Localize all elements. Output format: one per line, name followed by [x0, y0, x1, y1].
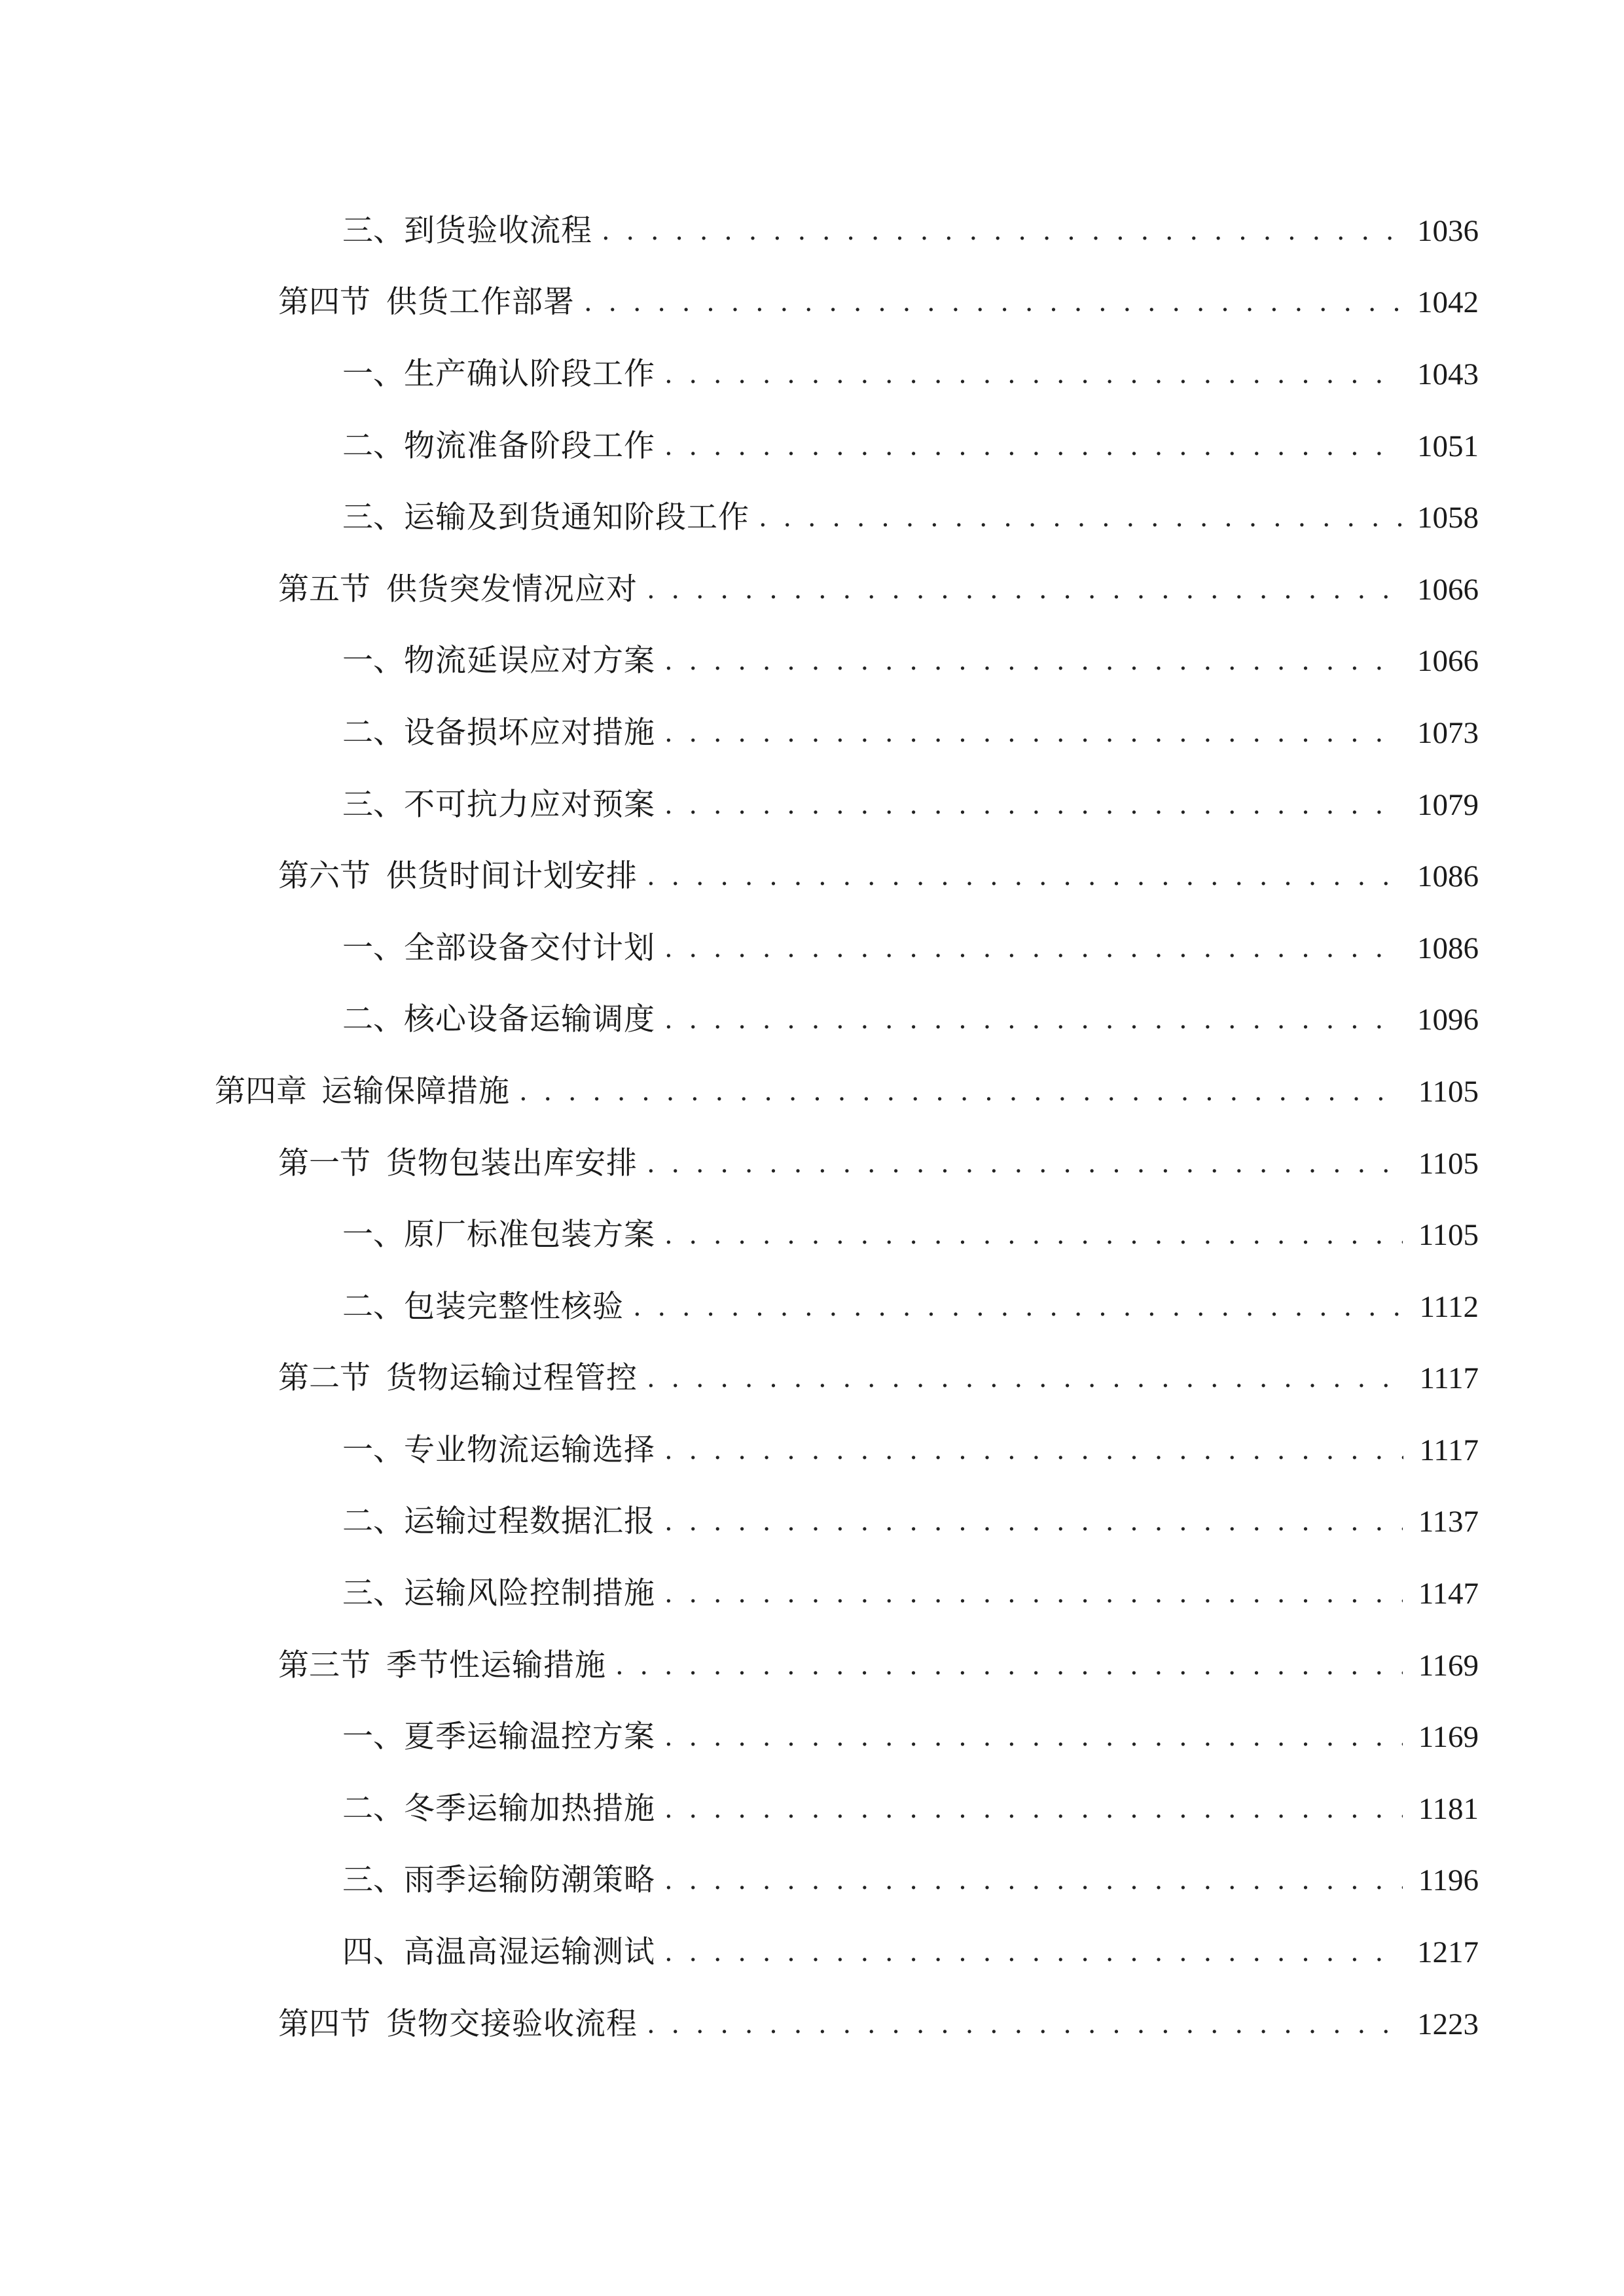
toc-entry-page-number: 1117: [1419, 1361, 1479, 1396]
toc-entry-title: 物流准备阶段工作: [404, 427, 655, 464]
toc-entry-number: 一、: [342, 643, 404, 679]
dot-leader: [664, 640, 1401, 679]
toc-entry-page-number: 1169: [1418, 1720, 1479, 1755]
toc-entry-title: 包装完整性核验: [404, 1288, 624, 1325]
toc-entry-number: 第二节: [278, 1360, 370, 1397]
toc-entry-title: 雨季运输防潮策略: [404, 1862, 655, 1899]
toc-entry-number: 三、: [342, 499, 404, 536]
dot-leader: [602, 210, 1401, 249]
toc-entry-title: 货物交接验收流程: [386, 2005, 638, 2042]
toc-entry-title: 高温高湿运输测试: [404, 1934, 655, 1971]
dot-leader: [647, 2003, 1401, 2043]
toc-entry-section[interactable]: [0, 267, 1624, 339]
toc-entry-number: 第五节: [278, 571, 370, 607]
dot-leader: [664, 1716, 1403, 1755]
toc-entry-subsection[interactable]: [0, 1199, 1624, 1271]
toc-entry-page-number: 1066: [1417, 644, 1479, 679]
toc-entry-number: 一、: [342, 1431, 404, 1468]
dot-leader: [664, 1859, 1403, 1899]
toc-entry-subsection[interactable]: [0, 626, 1624, 698]
toc-entry-page-number: 1169: [1418, 1648, 1479, 1683]
toc-entry-title: 到货验收流程: [404, 212, 592, 249]
toc-entry-page-number: 1051: [1417, 429, 1479, 463]
toc-entry-page-number: 1117: [1419, 1433, 1479, 1467]
toc-entry-number: 二、: [342, 427, 404, 464]
toc-entry-number: 一、: [342, 929, 404, 966]
toc-entry-number: 三、: [342, 1862, 404, 1899]
toc-entry-subsection[interactable]: [0, 195, 1624, 267]
toc-entry-section[interactable]: [0, 1630, 1624, 1702]
toc-entry-title: 夏季运输温控方案: [404, 1719, 655, 1755]
toc-entry-chapter[interactable]: [0, 1056, 1624, 1128]
toc-entry-page-number: 1086: [1417, 859, 1479, 894]
toc-entry-subsection[interactable]: [0, 410, 1624, 482]
dot-leader: [647, 1143, 1403, 1182]
toc-entry-number: 第四章: [215, 1073, 307, 1109]
dot-leader: [664, 712, 1401, 751]
toc-entry-title: 全部设备交付计划: [404, 929, 655, 966]
dot-leader: [664, 927, 1401, 967]
toc-entry-number: 四、: [342, 1934, 404, 1971]
dot-leader: [615, 1645, 1403, 1684]
toc-entry-number: 一、: [342, 1719, 404, 1755]
toc-entry-number: 二、: [342, 1790, 404, 1827]
toc-entry-page-number: 1217: [1417, 1935, 1479, 1970]
toc-entry-page-number: 1036: [1417, 213, 1479, 248]
toc-entry-page-number: 1105: [1418, 1146, 1479, 1181]
dot-leader: [664, 1788, 1403, 1827]
toc-entry-title: 专业物流运输选择: [404, 1431, 655, 1468]
toc-entry-title: 供货突发情况应对: [386, 571, 638, 607]
toc-entry-page-number: 1043: [1417, 357, 1479, 391]
toc-entry-title: 冬季运输加热措施: [404, 1790, 655, 1827]
dot-leader: [664, 1501, 1403, 1540]
toc-entry-title: 运输风险控制措施: [404, 1575, 655, 1612]
toc-entry-number: 三、: [342, 1575, 404, 1612]
toc-entry-page-number: 1066: [1417, 572, 1479, 607]
table-of-contents: [0, 195, 1624, 2060]
toc-entry-subsection[interactable]: [0, 697, 1624, 769]
toc-entry-page-number: 1112: [1419, 1289, 1479, 1324]
toc-entry-title: 运输过程数据汇报: [404, 1503, 655, 1540]
dot-leader: [664, 784, 1401, 823]
toc-entry-page-number: 1147: [1418, 1577, 1479, 1611]
dot-leader: [647, 855, 1401, 895]
toc-entry-title: 季节性运输措施: [386, 1647, 606, 1683]
dot-leader: [584, 281, 1401, 321]
toc-entry-title: 不可抗力应对预案: [404, 786, 655, 823]
toc-entry-section[interactable]: [0, 1343, 1624, 1415]
toc-entry-title: 货物运输过程管控: [386, 1360, 638, 1397]
toc-entry-page-number: 1105: [1418, 1074, 1479, 1109]
toc-entry-subsection[interactable]: [0, 1701, 1624, 1773]
toc-entry-subsection[interactable]: [0, 912, 1624, 984]
toc-entry-page-number: 1096: [1417, 1003, 1479, 1037]
toc-entry-number: 第一节: [278, 1145, 370, 1181]
dot-leader: [759, 497, 1401, 536]
dot-leader: [519, 1071, 1403, 1110]
toc-entry-page-number: 1042: [1417, 285, 1479, 320]
toc-entry-section[interactable]: [0, 554, 1624, 626]
toc-entry-section[interactable]: [0, 1988, 1624, 2060]
toc-entry-number: 三、: [342, 212, 404, 249]
toc-entry-subsection[interactable]: [0, 1845, 1624, 1917]
toc-entry-subsection[interactable]: [0, 1271, 1624, 1343]
toc-entry-number: 二、: [342, 1503, 404, 1540]
toc-entry-number: 一、: [342, 1217, 404, 1253]
dot-leader: [664, 999, 1401, 1038]
toc-entry-number: 第三节: [278, 1647, 370, 1683]
toc-entry-subsection[interactable]: [0, 1558, 1624, 1630]
toc-entry-title: 物流延误应对方案: [404, 643, 655, 679]
dot-leader: [633, 1286, 1403, 1325]
toc-entry-section[interactable]: [0, 1128, 1624, 1200]
toc-entry-subsection[interactable]: [0, 769, 1624, 841]
toc-entry-subsection[interactable]: [0, 482, 1624, 554]
toc-entry-number: 三、: [342, 786, 404, 823]
toc-entry-title: 设备损坏应对措施: [404, 714, 655, 751]
toc-entry-number: 二、: [342, 714, 404, 751]
toc-entry-subsection[interactable]: [0, 1414, 1624, 1486]
dot-leader: [664, 353, 1401, 393]
toc-entry-subsection[interactable]: [0, 1773, 1624, 1845]
dot-leader: [664, 425, 1401, 465]
toc-entry-title: 原厂标准包装方案: [404, 1217, 655, 1253]
toc-entry-title: 核心设备运输调度: [404, 1001, 655, 1038]
toc-entry-page-number: 1073: [1417, 715, 1479, 750]
dot-leader: [664, 1214, 1403, 1253]
toc-entry-subsection[interactable]: [0, 984, 1624, 1056]
toc-entry-subsection[interactable]: [0, 1486, 1624, 1558]
toc-entry-title: 生产确认阶段工作: [404, 355, 655, 392]
dot-leader: [664, 1429, 1403, 1469]
toc-entry-page-number: 1105: [1418, 1218, 1479, 1253]
toc-entry-number: 第四节: [278, 284, 370, 321]
toc-entry-page-number: 1223: [1417, 2007, 1479, 2041]
toc-entry-page-number: 1086: [1417, 931, 1479, 965]
toc-entry-number: 一、: [342, 355, 404, 392]
toc-entry-page-number: 1181: [1418, 1791, 1479, 1826]
dot-leader: [664, 1931, 1401, 1971]
toc-entry-number: 第四节: [278, 2005, 370, 2042]
toc-entry-page-number: 1137: [1418, 1505, 1479, 1539]
toc-entry-page-number: 1079: [1417, 787, 1479, 822]
toc-entry-subsection[interactable]: [0, 1916, 1624, 1988]
toc-entry-title: 货物包装出库安排: [386, 1145, 638, 1181]
toc-entry-title: 供货时间计划安排: [386, 858, 638, 895]
toc-entry-title: 供货工作部署: [386, 284, 575, 321]
toc-entry-section[interactable]: [0, 840, 1624, 912]
toc-entry-number: 二、: [342, 1001, 404, 1038]
dot-leader: [647, 569, 1401, 608]
dot-leader: [664, 1573, 1403, 1612]
toc-entry-number: 第六节: [278, 858, 370, 895]
dot-leader: [647, 1357, 1403, 1397]
toc-entry-title: 运输及到货通知阶段工作: [404, 499, 749, 536]
toc-entry-number: 二、: [342, 1288, 404, 1325]
toc-entry-title: 运输保障措施: [321, 1073, 510, 1109]
toc-entry-page-number: 1196: [1418, 1863, 1479, 1898]
toc-entry-subsection[interactable]: [0, 338, 1624, 410]
toc-entry-page-number: 1058: [1417, 501, 1479, 535]
